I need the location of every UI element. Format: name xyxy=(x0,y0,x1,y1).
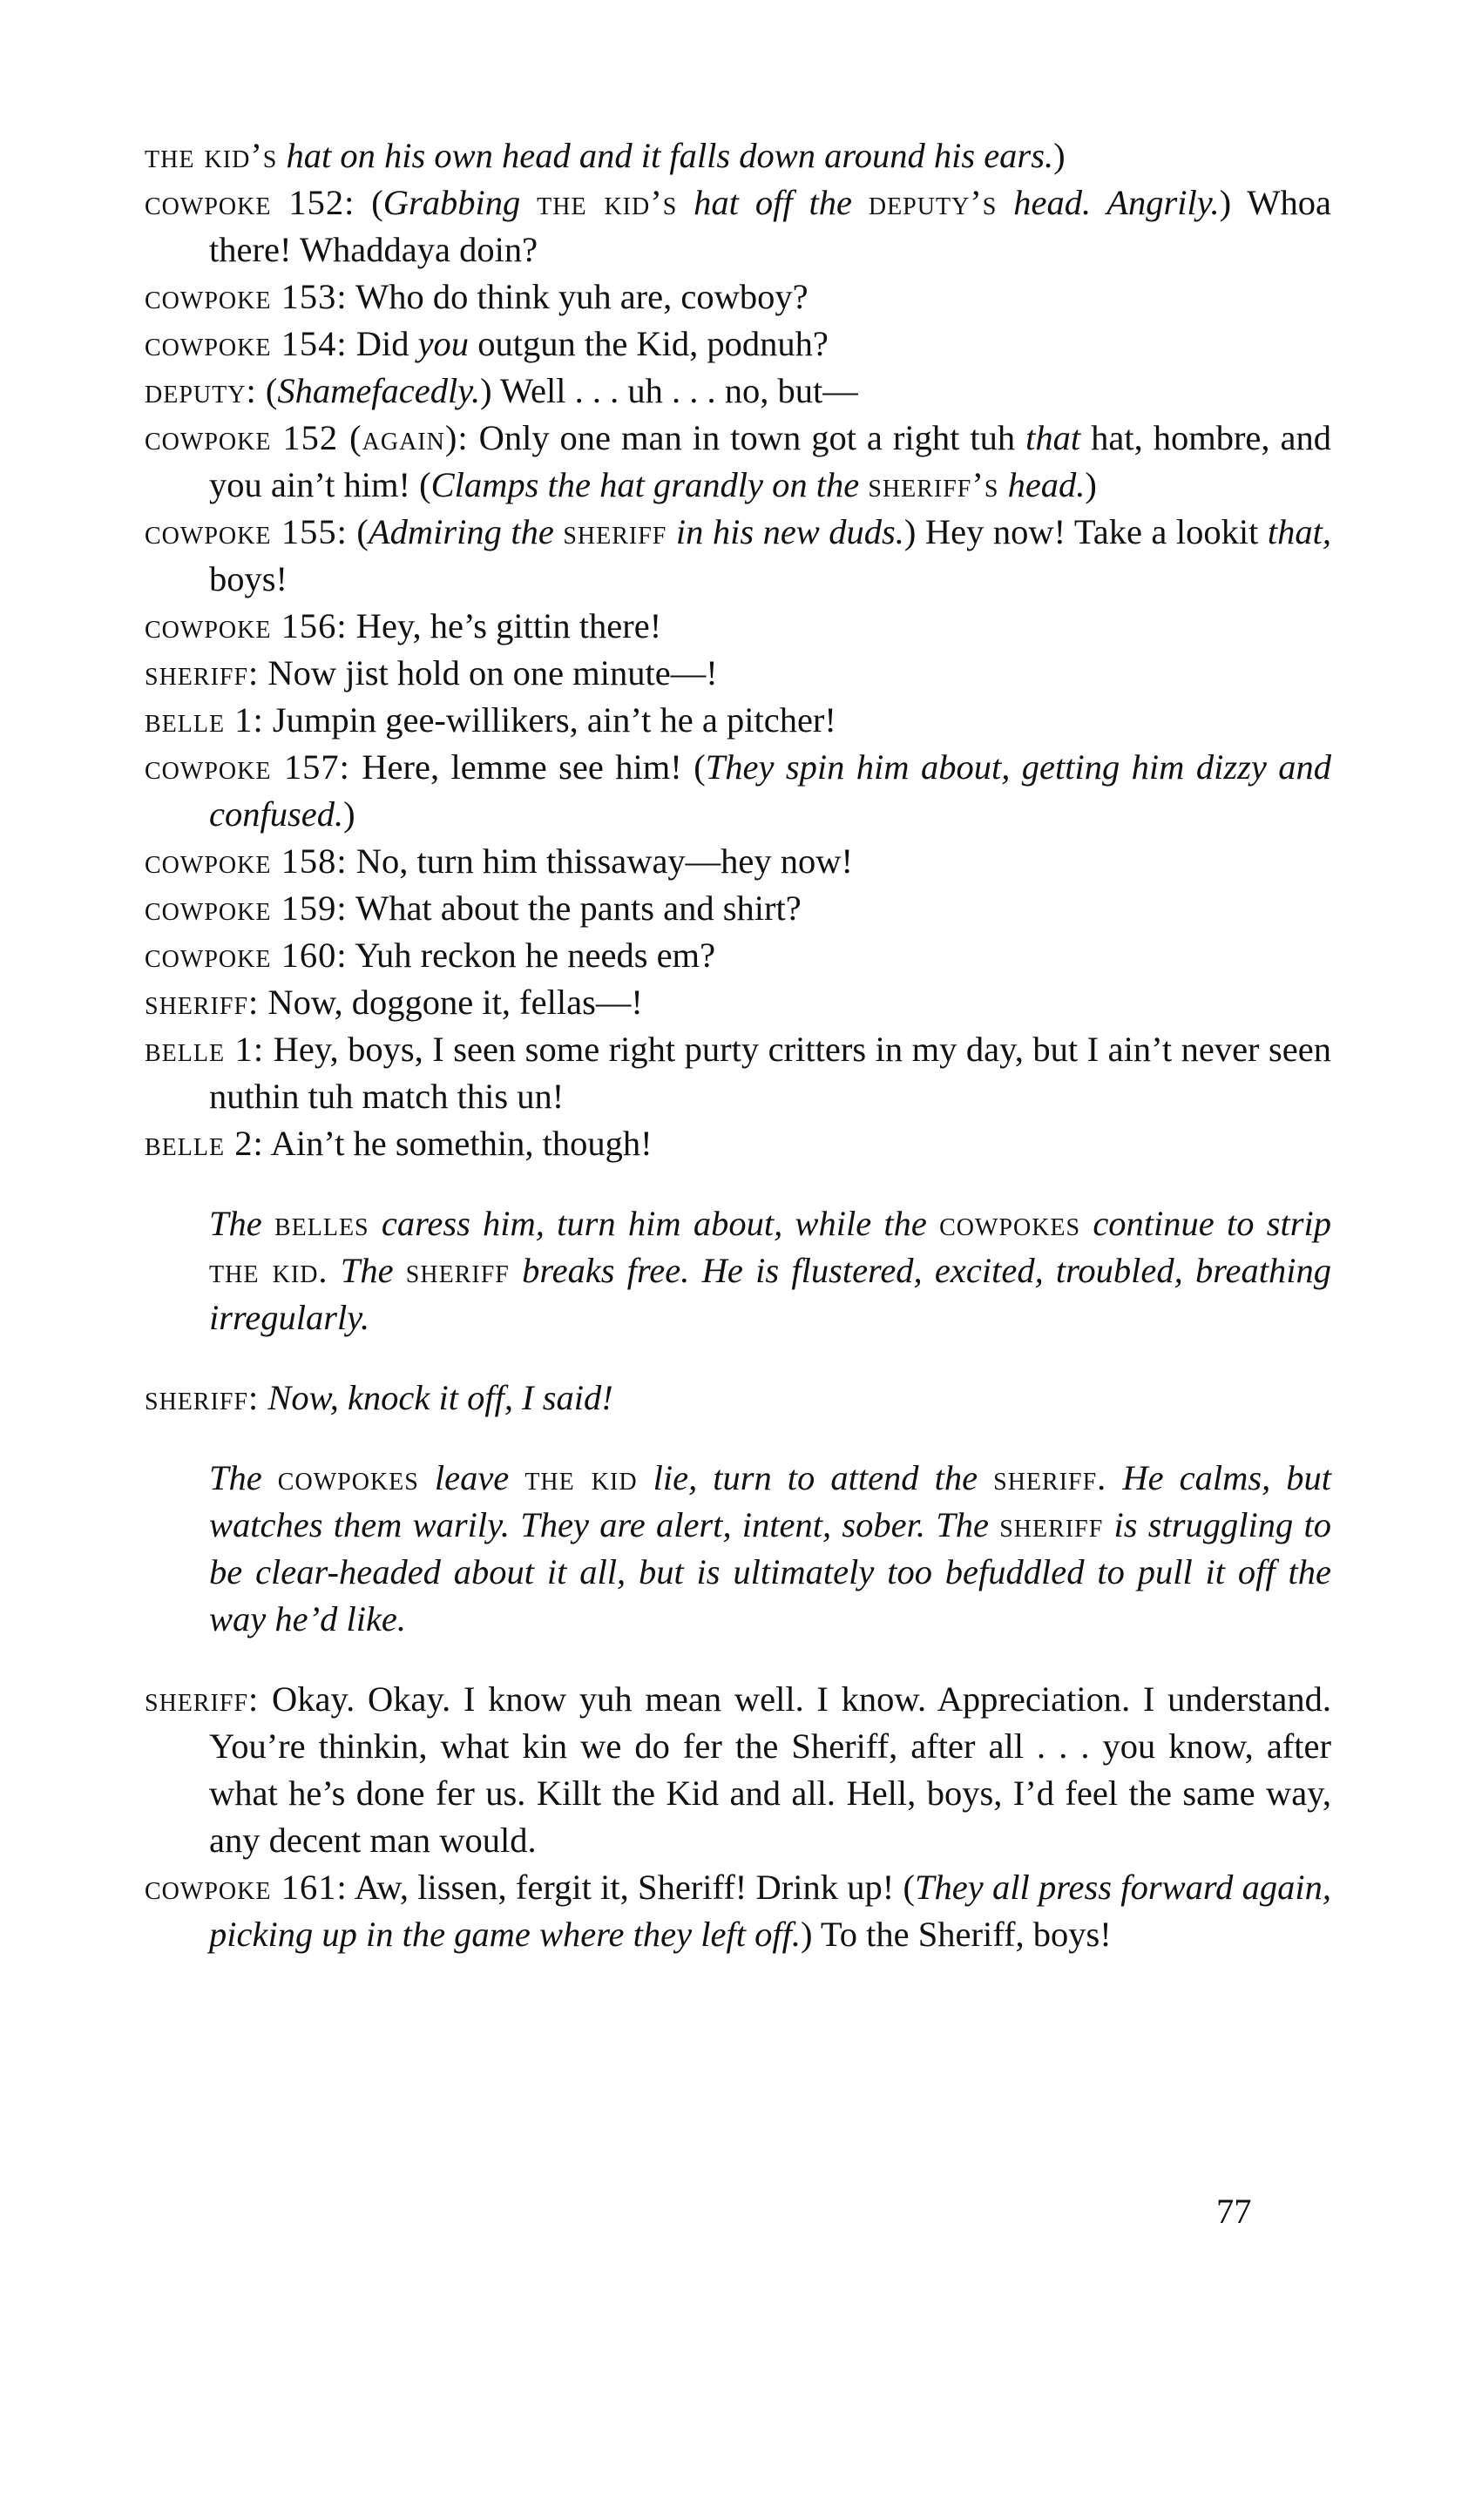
text-run: Now jist hold on one minute—! xyxy=(259,653,718,692)
character-name: cowpoke 158: xyxy=(145,841,348,881)
italic-text: continue to strip xyxy=(1080,1204,1331,1243)
character-name: cowpoke 154: xyxy=(145,324,348,363)
script-page xyxy=(145,132,1331,1958)
italic-text: you xyxy=(417,324,470,363)
character-name: cowpoke 161: xyxy=(145,1868,348,1907)
dialogue-line xyxy=(145,932,1331,979)
character-name: the kid xyxy=(524,1458,638,1497)
dialogue-line xyxy=(145,1120,1331,1167)
continued-direction-line xyxy=(145,132,1331,179)
text-run: Only one man in town got a right tuh xyxy=(468,418,1026,457)
character-name: sheriff xyxy=(405,1251,510,1290)
character-name: the kid. xyxy=(209,1251,328,1290)
italic-text: Admiring the xyxy=(368,512,564,551)
italic-text: that, xyxy=(1267,512,1331,551)
italic-text: head. Angrily. xyxy=(997,183,1220,222)
text-run: Yuh reckon he needs em? xyxy=(347,936,716,975)
text-run: ) To the Sheriff, boys! xyxy=(800,1915,1112,1954)
text-run: Did xyxy=(347,324,418,363)
character-name: belle 2: xyxy=(145,1124,264,1163)
character-name: sheriff: xyxy=(145,1679,260,1719)
dialogue-line xyxy=(145,274,1331,321)
text-run: ( xyxy=(347,512,369,551)
dialogue-line xyxy=(145,1026,1331,1120)
italic-text: He calms, but watches them warily. They are alert, intent, sober. The xyxy=(209,1458,1331,1544)
character-name: belles xyxy=(274,1204,369,1243)
character-name: sheriff. xyxy=(993,1458,1107,1497)
italic-text: The xyxy=(209,1204,274,1243)
dialogue-line xyxy=(145,509,1331,603)
italic-text: They spin him about, getting him dizzy and confused. xyxy=(209,747,1331,834)
text-run: Aw, lissen, fergit it, Sheriff! Drink up! ( xyxy=(347,1868,916,1907)
italic-text: lie, turn to attend the xyxy=(637,1458,994,1497)
italic-text: is struggling to be clear-headed about it all, but is ultimately too befuddled to pull it off the way he’d like. xyxy=(209,1505,1331,1638)
text-run: ( xyxy=(355,183,383,222)
text-run: ) xyxy=(343,794,355,834)
dialogue-line xyxy=(145,838,1331,885)
character-name: sheriff’s xyxy=(868,465,999,504)
character-name: sheriff: xyxy=(145,653,260,692)
dialogue-line xyxy=(145,650,1331,697)
italic-text: that xyxy=(1025,418,1081,457)
dialogue-line xyxy=(145,885,1331,932)
character-name: belle 1: xyxy=(145,700,264,740)
character-name: cowpoke 152: xyxy=(145,183,355,222)
character-name: deputy: xyxy=(145,371,257,410)
italic-text: caress him, turn him about, while the xyxy=(369,1204,940,1243)
italic-text: Grabbing xyxy=(382,183,538,222)
italic-text: leave xyxy=(418,1458,525,1497)
character-name: cowpoke 157: xyxy=(145,747,350,787)
text-run: outgun the Kid, podnuh? xyxy=(469,324,829,363)
dialogue-line xyxy=(145,1375,1331,1422)
text-run: ( xyxy=(256,371,278,410)
character-name: deputy’s xyxy=(868,183,998,222)
italic-text: Shamefacedly. xyxy=(277,371,481,410)
italic-text: They all press forward again, picking up in the game where they left off. xyxy=(209,1868,1331,1954)
dialogue-line xyxy=(145,697,1331,744)
text-run: Hey, boys, I seen some right purty critters in my day, but I ain’t never seen nuthin tuh match this un! xyxy=(209,1030,1331,1116)
text-run: Okay. Okay. I know yuh mean well. I know. Appreciation. I understand. You’re thinkin, what kin we do fer the Sheriff, after all . . . you know, after what he’s done fer us. Killt the Kid and all. Hell, boys, I’d feel the same way, any decent man would. xyxy=(209,1679,1331,1860)
italic-text: Clamps the hat grandly on the xyxy=(430,465,869,504)
text-run: ) Hey now! Take a lookit xyxy=(903,512,1268,551)
italic-text: head. xyxy=(998,465,1086,504)
character-name: sheriff: xyxy=(145,983,260,1022)
character-name: sheriff: xyxy=(145,1378,260,1417)
text-run: What about the pants and shirt? xyxy=(347,888,802,928)
character-name: the kid’s xyxy=(537,183,678,222)
character-name: cowpoke 152 (again): xyxy=(145,418,469,457)
text-run: boys! xyxy=(209,559,288,598)
page-number: 77 xyxy=(1216,2192,1252,2231)
text-run: ) xyxy=(1053,136,1066,175)
text-run: Jumpin gee-willikers, ain’t he a pitcher! xyxy=(263,700,836,740)
character-name: sheriff xyxy=(563,512,667,551)
italic-text: hat off the xyxy=(677,183,869,222)
character-name: cowpoke 153: xyxy=(145,277,348,316)
italic-text: breaks free. He is flustered, excited, troubled, breathing irregularly. xyxy=(209,1251,1332,1337)
text-run: hat, hombre, and you ain’t him! ( xyxy=(209,418,1331,504)
dialogue-line xyxy=(145,1864,1331,1958)
italic-text: in his new duds. xyxy=(666,512,904,551)
character-name: cowpoke 160: xyxy=(145,936,348,975)
text-run: ) Whoa there! Whaddaya doin? xyxy=(209,183,1331,269)
italic-text: hat on his own head and it falls down around his ears. xyxy=(277,136,1054,175)
character-name: cowpokes xyxy=(939,1204,1081,1243)
text-run: Who do think yuh are, cowboy? xyxy=(347,277,809,316)
italic-text: Now, knock it off, I said! xyxy=(259,1378,613,1417)
character-name: cowpoke 159: xyxy=(145,888,348,928)
dialogue-line xyxy=(145,321,1331,368)
dialogue-line xyxy=(145,179,1331,274)
character-name: the kid’s xyxy=(145,136,278,175)
text-run: Hey, he’s gittin there! xyxy=(347,606,662,645)
dialogue-line xyxy=(145,368,1331,415)
character-name: cowpoke 156: xyxy=(145,606,348,645)
dialogue-line xyxy=(145,415,1331,509)
dialogue-line xyxy=(145,979,1331,1026)
text-run: ) Well . . . uh . . . no, but— xyxy=(480,371,858,410)
text-run: Here, lemme see him! ( xyxy=(349,747,706,787)
character-name: cowpokes xyxy=(277,1458,419,1497)
dialogue-line xyxy=(145,1676,1331,1864)
stage-direction xyxy=(145,1455,1331,1643)
text-run: Ain’t he somethin, though! xyxy=(263,1124,653,1163)
character-name: belle 1: xyxy=(145,1030,265,1069)
text-run: No, turn him thissaway—hey now! xyxy=(347,841,854,881)
italic-text: The xyxy=(328,1251,406,1290)
character-name: cowpoke 155: xyxy=(145,512,348,551)
text-run: Now, doggone it, fellas—! xyxy=(259,983,643,1022)
text-run: ) xyxy=(1085,465,1097,504)
italic-text: The xyxy=(209,1458,278,1497)
character-name: sheriff xyxy=(999,1505,1104,1544)
dialogue-line xyxy=(145,744,1331,838)
dialogue-line xyxy=(145,603,1331,650)
stage-direction xyxy=(145,1200,1331,1341)
